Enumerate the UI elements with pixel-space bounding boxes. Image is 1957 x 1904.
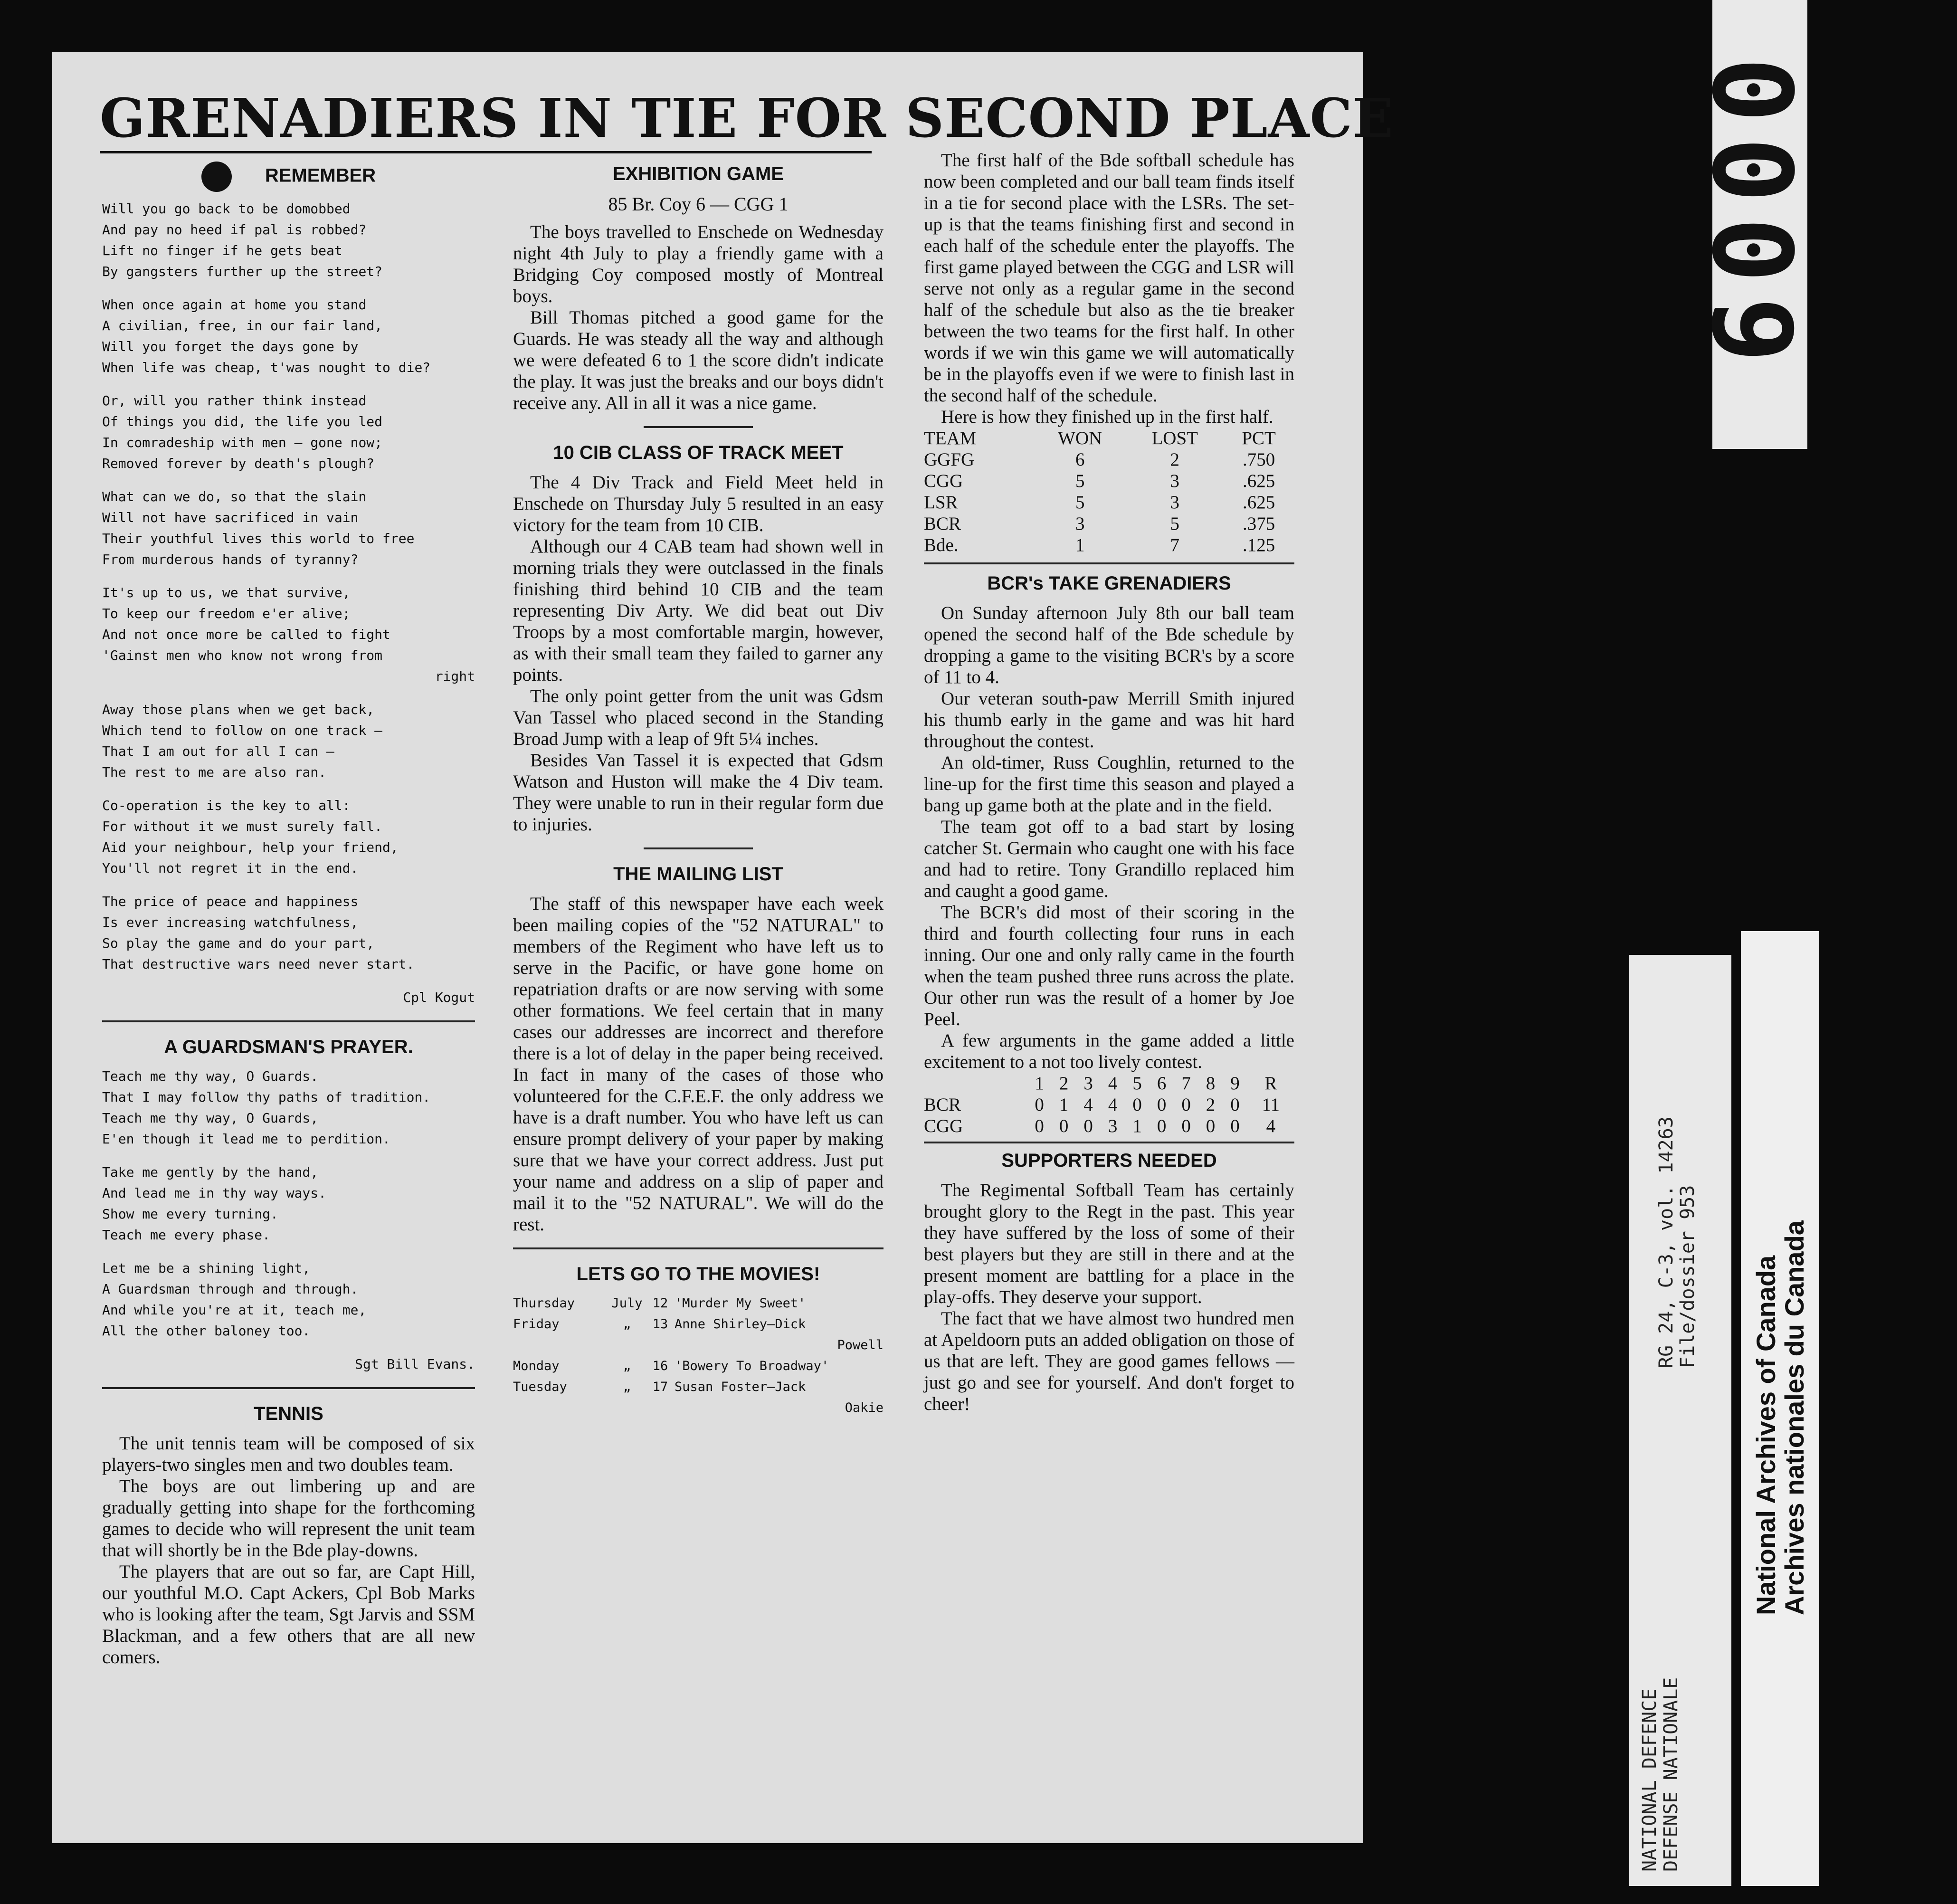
table-cell: 0 bbox=[1059, 1116, 1069, 1136]
table-cell: 0 bbox=[1083, 1116, 1093, 1136]
mailing-title: THE MAILING LIST bbox=[613, 864, 783, 885]
table-row bbox=[924, 1094, 1294, 1115]
poem-line: Aid your neighbour, help your friend, bbox=[102, 839, 399, 855]
poem-line: It's up to us, we that survive, bbox=[102, 585, 351, 600]
poem-stanza bbox=[102, 699, 475, 783]
exhibition-score: 85 Br. Coy 6 — CGG 1 bbox=[608, 193, 788, 215]
table-cell: .625 bbox=[1243, 471, 1275, 491]
paragraph: The unit tennis team will be composed of six players-two singles men and two doubles team. bbox=[102, 1433, 475, 1475]
poem-stanza bbox=[102, 390, 475, 474]
archives-name-french: Archives nationales du Canada bbox=[1779, 1220, 1809, 1615]
poem-stanza bbox=[102, 295, 475, 378]
mailing-article bbox=[513, 893, 884, 1235]
movie-day: Friday bbox=[513, 1317, 560, 1332]
paragraph: The BCR's did most of their scoring in the third and fourth collecting four runs in each inning. Our one and only rally came in the fourth when the team pushed three runs across the plate. Our other run was the result of a homer by Joe Peel. bbox=[924, 902, 1294, 1029]
table-row bbox=[924, 534, 1294, 556]
table-cell: 6 bbox=[1075, 449, 1085, 470]
table-cell: 0 bbox=[1206, 1116, 1216, 1136]
standings-article bbox=[924, 150, 1294, 428]
table-row bbox=[924, 1115, 1294, 1137]
paragraph: The only point getter from the unit was Gdsm Van Tassel who placed second in the Standing Broad Jump with a leap of 9ft 5¼ inches. bbox=[513, 686, 884, 749]
tennis-article bbox=[102, 1433, 475, 1668]
table-cell: 0 bbox=[1230, 1116, 1240, 1136]
paragraph: On Sunday afternoon July 8th our ball team opened the second half of the Bde schedule by dropping a game to the visiting BCR's by a score of 11 to 4. bbox=[924, 603, 1294, 687]
table-cell: 4 bbox=[1266, 1116, 1276, 1136]
column-1 bbox=[102, 162, 475, 1668]
remember-title: REMEMBER bbox=[102, 162, 475, 192]
table-cell: 0 bbox=[1157, 1095, 1167, 1115]
table-header-cell: PCT bbox=[1242, 428, 1276, 448]
exhibition-article bbox=[513, 221, 884, 414]
poem-stanza bbox=[102, 1066, 475, 1150]
table-header-row bbox=[924, 428, 1294, 449]
paragraph: The 4 Div Track and Field Meet held in Enschede on Thursday July 5 resulted in an easy victory for the team from 10 CIB. bbox=[513, 472, 884, 535]
poem-line: Of things you did, the life you led bbox=[102, 414, 383, 429]
poem-line: E'en though it lead me to perdition. bbox=[102, 1131, 390, 1147]
movie-row bbox=[513, 1314, 884, 1335]
paragraph: The Regimental Softball Team has certainly brought glory to the Regt in the past. This year they have suffered by the loss of some of their best players but they are still in there and at the present moment are battling for a place in the play-offs. They deserve your support. bbox=[924, 1180, 1294, 1307]
table-cell: CGG bbox=[924, 1116, 963, 1136]
table-header-cell: 6 bbox=[1157, 1073, 1167, 1094]
linescore-table bbox=[924, 1073, 1294, 1137]
reference-line-1: RG 24, C-3, vol. 14263 bbox=[1655, 1116, 1677, 1368]
poem-line: All the other baloney too. bbox=[102, 1323, 311, 1339]
table-row bbox=[924, 470, 1294, 492]
poem-line: Will not have sacrificed in vain bbox=[102, 510, 359, 525]
poem-line: Which tend to follow on one track — bbox=[102, 723, 383, 738]
table-row bbox=[924, 449, 1294, 470]
table-cell: 0 bbox=[1181, 1095, 1191, 1115]
paragraph: The boys are out limbering up and are gradually getting into shape for the forthcoming games to decide who will represent the unit team that will shortly be in the Bde play-downs. bbox=[102, 1476, 475, 1561]
remember-poem bbox=[102, 199, 475, 975]
poem-line: For without it we must surely fall. bbox=[102, 819, 383, 834]
section-divider bbox=[924, 1142, 1294, 1143]
table-cell: 3 bbox=[1170, 471, 1179, 491]
table-header-cell bbox=[924, 1073, 1027, 1094]
movie-date: 17 bbox=[652, 1380, 668, 1394]
poem-line: From murderous hands of tyranny? bbox=[102, 552, 359, 567]
poem-line: Will you go back to be domobbed bbox=[102, 201, 351, 217]
poem-line: A Guardsman through and through. bbox=[102, 1281, 359, 1297]
table-header-cell: 9 bbox=[1230, 1073, 1240, 1094]
table-header-cell: 7 bbox=[1181, 1073, 1191, 1094]
paragraph: An old-timer, Russ Coughlin, returned to the line-up for the first time this season and played a bang up game both at the plate and in the field. bbox=[924, 752, 1294, 816]
movie-title-continued: Powell bbox=[837, 1338, 884, 1352]
movie-day: Tuesday bbox=[513, 1380, 567, 1394]
table-header-cell: 8 bbox=[1206, 1073, 1216, 1094]
department-line-1: NATIONAL DEFENCE bbox=[1639, 1688, 1661, 1872]
section-divider bbox=[644, 426, 753, 428]
poem-line: Will you forget the days gone by bbox=[102, 339, 359, 354]
prayer-author: Sgt Bill Evans. bbox=[355, 1356, 475, 1372]
poem-line: You'll not regret it in the end. bbox=[102, 860, 359, 876]
table-cell: 7 bbox=[1170, 535, 1179, 555]
table-cell: 1 bbox=[1059, 1095, 1069, 1115]
poem-line: To keep our freedom e'er alive; bbox=[102, 606, 351, 621]
poem-line: Removed forever by death's plough? bbox=[102, 456, 375, 471]
paragraph: A few arguments in the game added a little excitement to a not too lively contest. bbox=[924, 1030, 1294, 1072]
table-cell: 5 bbox=[1170, 514, 1179, 534]
standings-table bbox=[924, 428, 1294, 556]
paragraph: Although our 4 CAB team had shown well in morning trials they were outclassed in the finals finishing third behind 10 CIB and the team representing Div Arty. We did beat out Div Troops by a most comfortable margin, however, as with their small team they failed to garner any points. bbox=[513, 536, 884, 685]
table-cell: 5 bbox=[1075, 492, 1085, 513]
exhibition-title: EXHIBITION GAME bbox=[612, 163, 784, 184]
poem-line: And not once more be called to fight bbox=[102, 627, 390, 642]
table-header-cell: TEAM bbox=[924, 428, 977, 448]
paragraph: The boys travelled to Enschede on Wednesday night 4th July to play a friendly game with a Bridging Coy composed mostly of Montreal boys. bbox=[513, 222, 884, 306]
paragraph: Besides Van Tassel it is expected that Gdsm Watson and Huston will make the 4 Div team. They were unable to run in their regular form due to injuries. bbox=[513, 750, 884, 835]
paragraph: Bill Thomas pitched a good game for the Guards. He was steady all the way and although we were defeated 6 to 1 the score didn't indicate the play. It was just the breaks and our boys didn't receive any. All in all it was a nice game. bbox=[513, 307, 884, 413]
movies-title: LETS GO TO THE MOVIES! bbox=[576, 1264, 820, 1285]
supporters-title: SUPPORTERS NEEDED bbox=[1001, 1150, 1217, 1171]
movie-date: 16 bbox=[652, 1359, 668, 1373]
table-cell: .125 bbox=[1243, 535, 1275, 555]
movie-title: Susan Foster—Jack bbox=[674, 1380, 806, 1394]
archives-name-english: National Archives of Canada bbox=[1751, 1255, 1781, 1615]
table-cell: 4 bbox=[1083, 1095, 1093, 1115]
table-cell: GGFG bbox=[924, 449, 975, 470]
table-cell: 0 bbox=[1230, 1095, 1240, 1115]
movie-day: Thursday bbox=[513, 1296, 575, 1311]
table-cell: 11 bbox=[1262, 1095, 1280, 1115]
movie-title: 'Bowery To Broadway' bbox=[674, 1359, 829, 1373]
movies-list bbox=[513, 1293, 884, 1418]
section-divider bbox=[644, 847, 753, 849]
paragraph: The staff of this newspaper have each week been mailing copies of the "52 NATURAL" to members of the Regiment who have left us to serve in the Pacific, or have gone home on repatriation drafts or are now serving with some other formations. We feel certain that in many cases our addresses are incorrect and therefore there is a lot of delay in the paper being received. In fact in many of the cases of those who volunteered for the C.F.E.F. the only address we have is a draft number. You who have left us can ensure prompt delivery of your paper by making sure that we have your correct address. Just put your name and address on a slip of paper and mail it to the "52 NATURAL". We will do the rest. bbox=[513, 894, 884, 1235]
bullet-dot bbox=[201, 162, 232, 192]
table-cell: 1 bbox=[1132, 1116, 1142, 1136]
poem-line: When life was cheap, t'was nought to die? bbox=[102, 360, 431, 375]
prayer-poem bbox=[102, 1066, 475, 1342]
movie-date: 13 bbox=[652, 1317, 668, 1332]
paragraph: The team got off to a bad start by losing catcher St. Germain who caught one with his face and had to retire. Tony Grandillo replaced him and caught a good game. bbox=[924, 817, 1294, 901]
poem-line: That I am out for all I can — bbox=[102, 743, 334, 759]
table-row bbox=[924, 513, 1294, 534]
table-cell: 3 bbox=[1170, 492, 1179, 513]
poem-line: Let me be a shining light, bbox=[102, 1260, 311, 1276]
bcr-title: BCR's TAKE GRENADIERS bbox=[987, 573, 1231, 594]
movie-month: „ bbox=[623, 1380, 631, 1394]
poem-stanza bbox=[102, 795, 475, 879]
movie-month: „ bbox=[623, 1317, 631, 1332]
poem-line: When once again at home you stand bbox=[102, 297, 367, 313]
poem-line: That destructive wars need never start. bbox=[102, 956, 415, 972]
poem-stanza bbox=[102, 199, 475, 282]
section-divider bbox=[924, 562, 1294, 564]
table-header-row bbox=[924, 1073, 1294, 1094]
prayer-title: A GUARDSMAN'S PRAYER. bbox=[164, 1037, 413, 1057]
poem-line: And lead me in thy way ways. bbox=[102, 1185, 327, 1201]
paragraph: The players that are out so far, are Capt Hill, our youthful M.O. Capt Ackers, Cpl Bob Marks who is looking after the team, Sgt Jarvis and SSM Blackman, and a few others that are all new comers. bbox=[102, 1561, 475, 1667]
poem-line: That I may follow thy paths of tradition. bbox=[102, 1089, 431, 1105]
movie-row bbox=[513, 1293, 884, 1314]
table-cell: 0 bbox=[1035, 1116, 1044, 1136]
table-header-cell: 2 bbox=[1059, 1073, 1069, 1094]
movie-row bbox=[513, 1356, 884, 1377]
movie-day: Monday bbox=[513, 1359, 560, 1373]
track-article bbox=[513, 472, 884, 835]
section-divider bbox=[102, 1387, 475, 1389]
table-header-cell: 1 bbox=[1035, 1073, 1044, 1094]
poem-line: And pay no heed if pal is robbed? bbox=[102, 222, 367, 238]
paragraph: Our veteran south-paw Merrill Smith injured his thumb early in the game and was hit hard throughout the contest. bbox=[924, 688, 1294, 752]
poem-stanza bbox=[102, 1258, 475, 1342]
headline-rule bbox=[100, 151, 872, 153]
poem-stanza bbox=[102, 891, 475, 975]
column-2 bbox=[513, 162, 884, 1418]
poem-line: In comradeship with men — gone now; bbox=[102, 435, 383, 450]
poem-line: The price of peace and happiness bbox=[102, 894, 359, 909]
movie-month: July bbox=[611, 1296, 643, 1311]
poem-line: Co-operation is the key to all: bbox=[102, 798, 351, 813]
table-cell: 0 bbox=[1181, 1116, 1191, 1136]
tennis-title: TENNIS bbox=[254, 1403, 323, 1424]
frame-number: 0009 bbox=[1688, 57, 1814, 377]
table-cell: .625 bbox=[1243, 492, 1275, 513]
section-divider bbox=[102, 1020, 475, 1022]
movie-row bbox=[513, 1377, 884, 1398]
reference-line-2: File/dossier 953 bbox=[1677, 1185, 1699, 1368]
poem-stanza bbox=[102, 1162, 475, 1246]
table-cell: 3 bbox=[1108, 1116, 1118, 1136]
movie-date: 12 bbox=[652, 1296, 668, 1311]
table-cell: 5 bbox=[1075, 471, 1085, 491]
movie-month: „ bbox=[623, 1359, 631, 1373]
table-cell: .375 bbox=[1243, 514, 1275, 534]
poem-line: right bbox=[435, 668, 475, 684]
table-cell: .750 bbox=[1243, 449, 1275, 470]
table-cell: 2 bbox=[1170, 449, 1179, 470]
poem-line: Is ever increasing watchfulness, bbox=[102, 914, 359, 930]
poem-line: Teach me every phase. bbox=[102, 1227, 271, 1243]
paragraph: The first half of the Bde softball schedule has now been completed and our ball team finds itself in a tie for second place with the LSRs. The set-up is that the teams finishing first and second in each half of the schedule enter the playoffs. The first game played between the CGG and LSR will serve not only as a regular game in the second half of the schedule but also as the tie breaker between the two teams for the first half. In other words if we win this game we will automatically be in the playoffs even if we were to finish last in the second half of the schedule. bbox=[924, 150, 1294, 406]
poem-stanza bbox=[102, 486, 475, 570]
table-cell: 4 bbox=[1108, 1095, 1118, 1115]
bcr-article bbox=[924, 602, 1294, 1073]
table-cell: 3 bbox=[1075, 514, 1085, 534]
remember-author: Cpl Kogut bbox=[403, 990, 475, 1005]
poem-line: By gangsters further up the street? bbox=[102, 264, 383, 279]
table-cell: BCR bbox=[924, 1095, 961, 1115]
table-cell: CGG bbox=[924, 471, 963, 491]
poem-line: So play the game and do your part, bbox=[102, 935, 375, 951]
poem-line: 'Gainst men who know not wrong from bbox=[102, 647, 383, 663]
movie-title: Anne Shirley—Dick bbox=[674, 1317, 806, 1332]
table-header-cell: 5 bbox=[1132, 1073, 1142, 1094]
table-cell: Bde. bbox=[924, 535, 959, 555]
poem-line: Show me every turning. bbox=[102, 1206, 278, 1222]
poem-line: Teach me thy way, O Guards. bbox=[102, 1068, 319, 1084]
headline: GRENADIERS IN TIE FOR SECOND PLACE bbox=[100, 87, 1394, 150]
table-cell: LSR bbox=[924, 492, 958, 513]
table-cell: 0 bbox=[1132, 1095, 1142, 1115]
paragraph: The fact that we have almost two hundred men at Apeldoorn puts an added obligation on those of us that are left. They are good games fellows — just go and see for yourself. And don't forget to cheer! bbox=[924, 1308, 1294, 1414]
movie-title-continued: Oakie bbox=[845, 1400, 884, 1415]
table-cell: BCR bbox=[924, 514, 961, 534]
table-row bbox=[924, 492, 1294, 513]
table-header-cell: LOST bbox=[1151, 428, 1198, 448]
track-title: 10 CIB CLASS OF TRACK MEET bbox=[553, 442, 844, 463]
table-header-cell: R bbox=[1264, 1073, 1277, 1094]
supporters-article bbox=[924, 1180, 1294, 1415]
column-3 bbox=[924, 150, 1294, 1415]
table-cell: 1 bbox=[1075, 535, 1085, 555]
table-cell: 0 bbox=[1035, 1095, 1044, 1115]
section-divider bbox=[513, 1247, 884, 1249]
table-header-cell: WON bbox=[1058, 428, 1102, 448]
poem-line: Away those plans when we get back, bbox=[102, 702, 375, 717]
poem-stanza bbox=[102, 582, 475, 687]
movie-title: 'Murder My Sweet' bbox=[674, 1296, 806, 1311]
paragraph: Here is how they finished up in the first half. bbox=[941, 407, 1273, 427]
poem-line: Lift no finger if he gets beat bbox=[102, 243, 342, 258]
poem-line: The rest to me are also ran. bbox=[102, 764, 327, 780]
table-cell: 2 bbox=[1206, 1095, 1216, 1115]
table-header-cell: 4 bbox=[1108, 1073, 1118, 1094]
poem-line: Take me gently by the hand, bbox=[102, 1164, 319, 1180]
table-cell: 0 bbox=[1157, 1116, 1167, 1136]
poem-line: A civilian, free, in our fair land, bbox=[102, 318, 383, 333]
poem-line: And while you're at it, teach me, bbox=[102, 1302, 367, 1318]
poem-line: Or, will you rather think instead bbox=[102, 393, 367, 409]
department-line-2: DEFENSE NATIONALE bbox=[1660, 1677, 1682, 1872]
table-header-cell: 3 bbox=[1083, 1073, 1093, 1094]
poem-line: What can we do, so that the slain bbox=[102, 489, 367, 505]
poem-line: Their youthful lives this world to free bbox=[102, 531, 415, 546]
poem-line: Teach me thy way, O Guards, bbox=[102, 1110, 319, 1126]
